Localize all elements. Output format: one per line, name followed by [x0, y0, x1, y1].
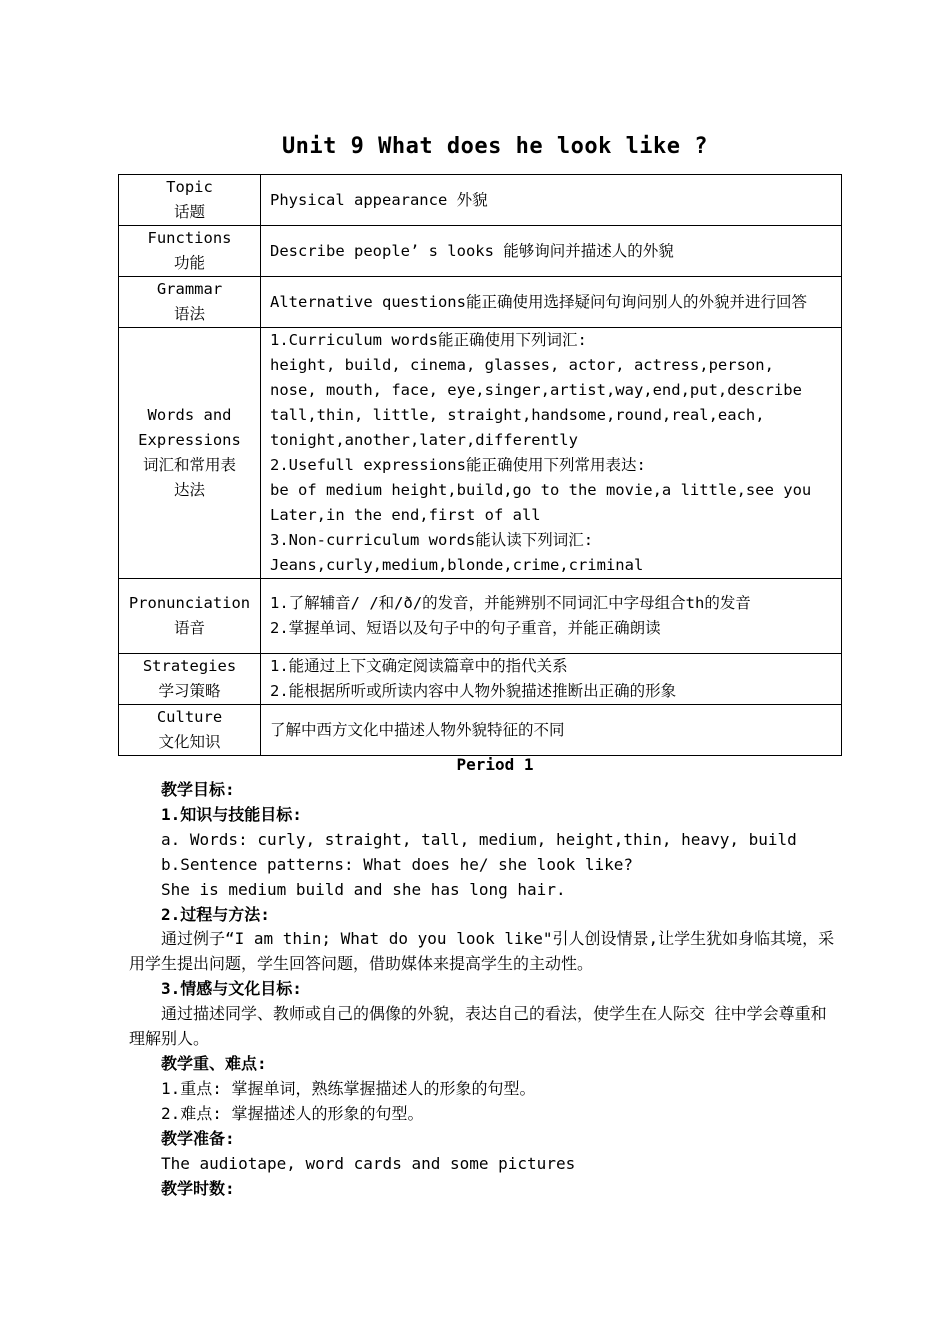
- row-label-grammar: [119, 277, 261, 328]
- row-value-grammar: Alternative questions能正确使用选择疑问句询问别人的外貌并进行回答: [261, 277, 842, 328]
- label-line: 词汇和常用表: [142, 456, 236, 474]
- table-row-pronunciation: [119, 579, 842, 654]
- words-line: 1.Curriculum words能正确使用下列词汇:: [270, 331, 587, 349]
- label-line: Expressions: [138, 431, 241, 449]
- lesson-body: [129, 778, 839, 1201]
- objectives-heading: 教学目标:: [161, 780, 235, 799]
- key-heading: 教学重、难点:: [161, 1053, 267, 1073]
- difficult-point: 2.难点: 掌握描述人的形象的句型。: [161, 1103, 424, 1123]
- words-line: 3.Non-curriculum words能认读下列词汇:: [270, 531, 594, 549]
- row-label-strategies: [119, 654, 261, 705]
- strategies-line: 2.能根据所听或所读内容中人物外貌描述推断出正确的形象: [270, 682, 677, 700]
- pronunciation-line: 1.了解辅音/ /和/ð/的发音，并能辨别不同词汇中字母组合th的发音: [270, 594, 751, 612]
- process-text: 通过例子“I am thin; What do you look like"引人创设情景,让学生犹如身临其境，采用学生提出问题，学生回答问题，借助媒体来提高学生的主动性。: [129, 929, 835, 974]
- period-heading: Period 1: [456, 755, 534, 774]
- words-line: 2.Usefull expressions能正确使用下列常用表达:: [270, 456, 646, 474]
- row-label-functions: [119, 226, 261, 277]
- document-title: Unit 9 What does he look like ?: [281, 134, 709, 159]
- emotion-heading: 3.情感与文化目标:: [161, 979, 302, 999]
- time-heading: 教学时数:: [161, 1178, 235, 1198]
- label-cn: 语音: [173, 619, 205, 637]
- row-label-culture: [119, 705, 261, 756]
- key-point: 1.重点: 掌握单词，熟练掌握描述人的形象的句型。: [161, 1078, 536, 1098]
- words-line: nose, mouth, face, eye,singer,artist,way,end,put,describe: [270, 381, 802, 399]
- row-value-functions: Describe people’ s looks 能够询问并描述人的外貌: [261, 226, 842, 277]
- sentence-line: b.Sentence patterns: What does he/ she look like?: [161, 854, 634, 874]
- table-row-strategies: [119, 654, 842, 705]
- strategies-line: 1.能通过上下文确定阅读篇章中的指代关系: [270, 657, 568, 675]
- words-line: Jeans,curly,medium,blonde,crime,criminal: [270, 556, 644, 574]
- row-value-culture: 了解中西方文化中描述人物外貌特征的不同: [261, 705, 842, 756]
- example-line: She is medium build and she has long hair.: [161, 879, 566, 899]
- table-row-functions: [119, 226, 842, 277]
- label-en: Culture: [156, 708, 223, 726]
- unit-overview-table: [118, 174, 842, 756]
- words-line: a. Words: curly, straight, tall, medium, height,thin, heavy, build: [161, 829, 797, 849]
- row-label-words: [119, 328, 261, 579]
- label-line: 达法: [173, 481, 205, 499]
- row-label-pronunciation: [119, 579, 261, 654]
- pronunciation-line: 2.掌握单词、短语以及句子中的句子重音，并能正确朗读: [270, 619, 661, 637]
- words-line: tall,thin, little, straight,handsome,round,real,each,: [270, 406, 765, 424]
- row-value-pronunciation: [261, 579, 842, 654]
- label-cn: 功能: [173, 254, 205, 272]
- label-cn: 文化知识: [158, 733, 221, 751]
- knowledge-heading: 1.知识与技能目标:: [161, 804, 302, 824]
- label-en: Functions: [147, 229, 232, 247]
- label-en: Pronunciation: [128, 594, 251, 612]
- row-label-topic: [119, 175, 261, 226]
- label-cn: 语法: [173, 305, 205, 323]
- label-cn: 学习策略: [158, 682, 221, 700]
- table-row-topic: [119, 175, 842, 226]
- process-heading: 2.过程与方法:: [161, 904, 270, 924]
- prep-heading: 教学准备:: [161, 1128, 235, 1148]
- table-row-words: [119, 328, 842, 579]
- table-row-culture: [119, 705, 842, 756]
- label-line: Words and: [147, 406, 232, 424]
- emotion-text: 通过描述同学、教师或自己的偶像的外貌，表达自己的看法，使学生在人际交 往中学会尊重和理解别人。: [129, 1004, 827, 1049]
- row-value-words: [261, 328, 842, 579]
- row-value-strategies: [261, 654, 842, 705]
- table-row-grammar: [119, 277, 842, 328]
- words-line: Later,in the end,first of all: [270, 506, 541, 524]
- prep-text: The audiotape, word cards and some pictures: [161, 1153, 576, 1173]
- label-cn: 话题: [173, 203, 205, 221]
- label-en: Strategies: [142, 657, 237, 675]
- label-en: Grammar: [156, 280, 223, 298]
- words-line: be of medium height,build,go to the movie,a little,see you: [270, 481, 812, 499]
- row-value-topic: Physical appearance 外貌: [261, 175, 842, 226]
- words-line: tonight,another,later,differently: [270, 431, 578, 449]
- words-line: height, build, cinema, glasses, actor, actress,person,: [270, 356, 774, 374]
- label-en: Topic: [166, 178, 213, 196]
